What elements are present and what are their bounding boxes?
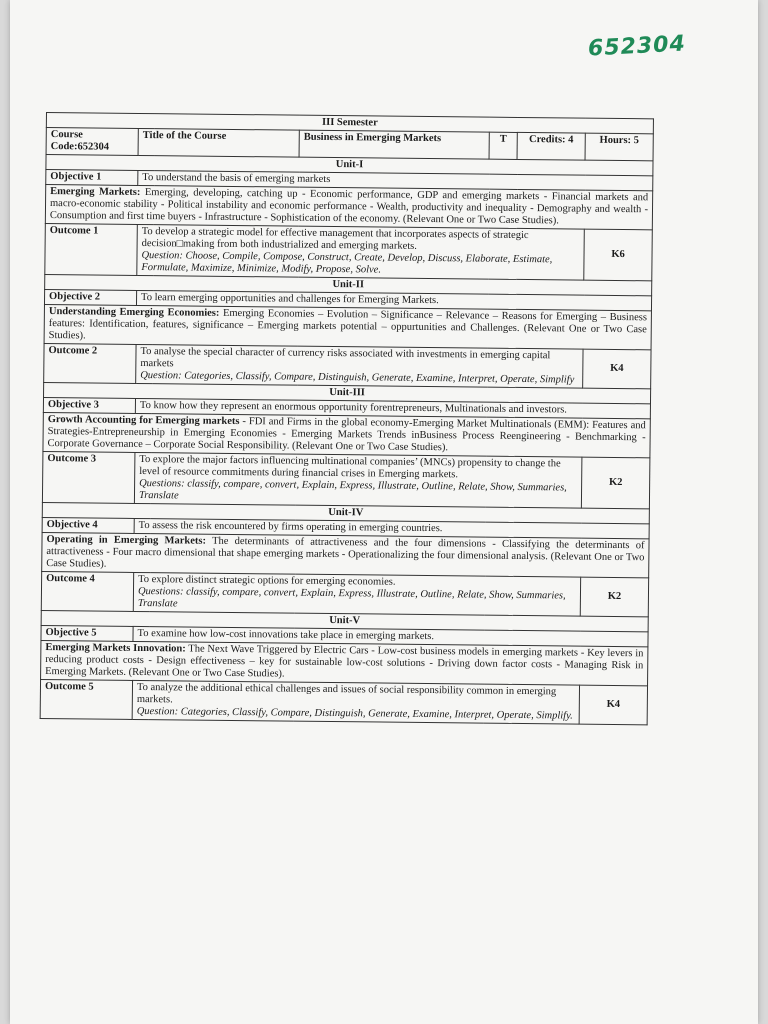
k-level: K6 — [584, 229, 653, 281]
handwritten-course-code: 652304 — [587, 31, 687, 62]
k-level: K2 — [581, 457, 650, 509]
outcome-text: To explore distinct strategic options for emerging economies. — [138, 573, 396, 588]
outcome-questions: Questions: classify, compare, convert, Explain, Express, Illustrate, Outline, Relate, Show, Summaries, Translate — [138, 477, 567, 502]
outcome-questions: Questions: classify, compare, convert, Explain, Express, Illustrate, Outline, Relate, Show, Summaries, Translate — [137, 585, 566, 610]
course-code: Course Code:652304 — [46, 128, 138, 156]
course-type: T — [489, 132, 517, 159]
objective-label: Objective 1 — [46, 170, 138, 186]
content-title: Understanding Emerging Economies: — [48, 306, 220, 319]
outcome-text: To develop a strategic model for effective management that incorporates aspects of strategic decision□making from both industrialized and emerging markets. — [141, 226, 529, 252]
objective-text: To assess the risk encountered by firms operating in emerging countries. — [134, 518, 649, 538]
content-title: Growth Accounting for Emerging markets — [47, 414, 240, 428]
title-label: Title of the Course — [138, 128, 299, 157]
k-level: K4 — [583, 349, 651, 389]
objective-label: Objective 4 — [42, 517, 134, 533]
objective-label: Objective 5 — [41, 625, 133, 641]
syllabus-document — [40, 112, 653, 725]
unit-content — [41, 640, 648, 685]
hours: Hours: 5 — [585, 133, 653, 161]
outcome-label: Outcome 2 — [44, 343, 136, 383]
outcome-questions: Question: Categories, Classify, Compare, Distinguish, Generate, Examine, Interpret, Operate, Simplify — [140, 370, 575, 386]
content-title: Emerging Markets: — [50, 186, 141, 198]
content-body: Emerging, developing, catching up - Economic performance, GDP and emerging markets - Financial markets and macro-economic stability - Political instability and economic performance - Wealth, productivity and inequality - Demography and wealth - Consumption and first time buyers - Infrastructure - Sophistication of the economy. (Relevant One or Two Case Studies). — [49, 186, 649, 227]
course-name: Business in Emerging Markets — [299, 130, 489, 159]
objective-text: To examine how low-cost innovations take place in emerging markets. — [133, 626, 648, 646]
objective-label: Objective 2 — [44, 289, 136, 305]
content-title: Operating in Emerging Markets: — [46, 534, 207, 547]
content-title: Emerging Markets Innovation: — [45, 642, 186, 655]
credits: Credits: 4 — [517, 132, 585, 160]
semester-heading: III Semester — [46, 113, 653, 134]
outcome-text: To analyze the additional ethical challenges and issues of social responsibility common in emerging markets. — [136, 681, 557, 706]
syllabus-table — [40, 112, 654, 725]
content-body: The Next Wave Triggered by Electric Cars - Low-cost business models in emerging markets - Key levers in reducing product costs - Design effectiveness – key for sustainable low-cost solutions - Driving down factor costs - Managing Risk in Emerging Markets. (Relevant One or Two Case Studies). — [45, 643, 644, 680]
content-body: The determinants of attractiveness and the four dimensions - Classifying the determinants of attractiveness - Four macro dimensional that shape emerging markets - Operationalizing the four dimensional analysis. (Relevant One or Two Case Studies). — [46, 535, 645, 570]
objective-text: To understand the basis of emerging markets — [138, 170, 653, 190]
scanned-page — [10, 0, 758, 1024]
k-level: K4 — [579, 685, 647, 725]
outcome-text: To explore the major factors influencing multinational companies’ (MNCs) propensity to change the level of resource commitments during financial crises in Emerging markets. — [139, 453, 561, 481]
unit-content — [45, 185, 652, 230]
unit-heading: Unit-I — [46, 155, 653, 176]
outcome-label: Outcome 1 — [45, 223, 138, 275]
outcome-cell — [137, 224, 585, 280]
k-level: K2 — [580, 577, 648, 617]
outcome-cell — [134, 452, 582, 508]
outcome-label: Outcome 3 — [42, 451, 135, 503]
outcome-questions: Question: Choose, Compile, Compose, Construct, Create, Develop, Discuss, Elaborate, Estimate, Formulate, Maximize, Minimize, Modify, Propose, Solve. — [141, 250, 553, 276]
outcome-label: Outcome 4 — [41, 571, 133, 611]
unit-content — [44, 304, 651, 349]
outcome-cell — [133, 572, 580, 616]
outcome-label: Outcome 5 — [40, 679, 132, 719]
objective-text: To learn emerging opportunities and challenges for Emerging Markets. — [136, 290, 651, 310]
unit-heading: Unit-V — [41, 610, 648, 631]
objective-text: To know how they represent an enormous opportunity forentrepreneurs, Multinationals and investors. — [135, 398, 650, 418]
content-body: - FDI and Firms in the global economy-Emerging Market Multinationals (EMM): Features and Strategies-Entrepreneurship in Emerging Economies - Emerging Markets Trends inBusiness Process Reengineering - Benchmarking - Corporate Governance – Corporate Social Responsibility. (Relevant One or Two Case Studies). — [47, 416, 646, 454]
unit-content — [43, 412, 650, 457]
unit-content — [42, 532, 649, 577]
content-body: Emerging Economies – Evolution – Significance – Relevance – Reasons for Emerging – Business features: Identification, features, significance – Emerging markets potential – oppurtunities and Challenges. (Relevant One or Two Case Studies). — [48, 307, 647, 342]
outcome-cell — [136, 344, 583, 388]
unit-heading: Unit-II — [45, 274, 652, 295]
outcome-text: To analyse the special character of currency risks associated with investments in emerging capital markets — [140, 346, 551, 370]
outcome-cell — [132, 680, 579, 724]
unit-heading: Unit-IV — [42, 502, 649, 523]
outcome-questions: Question: Categories, Classify, Compare, Distinguish, Generate, Examine, Interpret, Operate, Simplify. — [136, 705, 573, 722]
unit-heading: Unit-III — [44, 382, 651, 403]
objective-label: Objective 3 — [43, 397, 135, 413]
